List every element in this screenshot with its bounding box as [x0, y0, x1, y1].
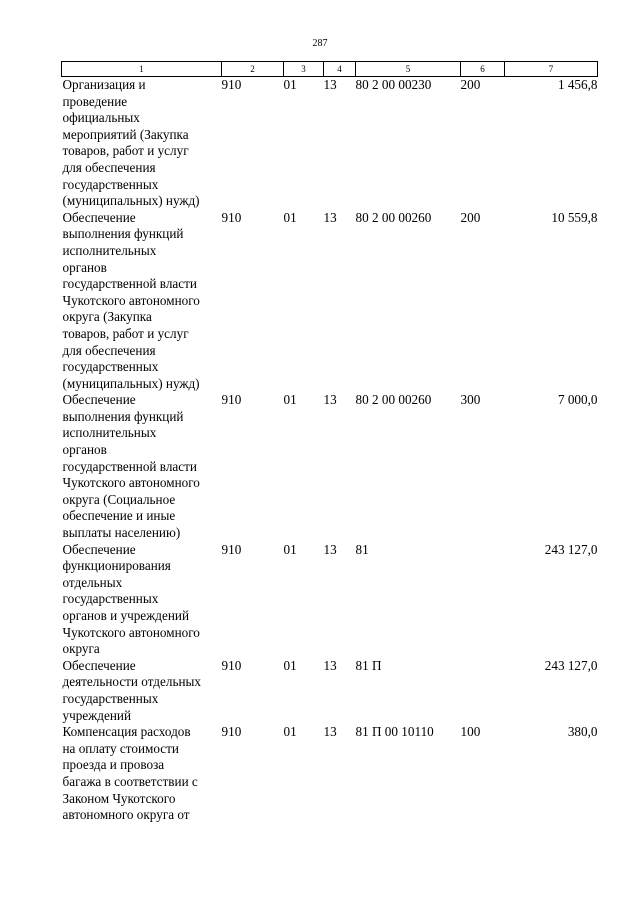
row-name-line: автономного округа от: [62, 807, 190, 823]
row-sum: 380,0: [567, 724, 598, 740]
row-name-line: Чукотского автономного: [62, 624, 200, 640]
table-row: [62, 77, 598, 210]
row-subsection: 13: [323, 77, 337, 92]
table-row: [62, 542, 598, 658]
row-subsection: 13: [323, 392, 337, 408]
page-number: 287: [312, 38, 328, 49]
row-ministry-code: 910: [221, 392, 242, 408]
header-col-4: 4: [324, 62, 356, 77]
row-name-line: Законом Чукотского: [62, 790, 176, 806]
row-expense-type: 100: [460, 724, 481, 740]
row-name-line: проведение: [62, 93, 128, 109]
row-name-line: органов: [62, 259, 107, 275]
table-row: [62, 724, 598, 824]
row-name-line: государственных: [62, 359, 159, 375]
row-expense-type: [461, 658, 505, 724]
table-header: [62, 62, 598, 77]
row-subsection: 13: [323, 209, 337, 225]
row-name-line: выплаты населению): [62, 525, 181, 541]
row-name-line: для обеспечения: [62, 159, 156, 175]
header-row: [62, 62, 598, 77]
row-sum: 243 127,0: [544, 657, 598, 673]
row-name-line: округа (Социальное: [62, 491, 176, 507]
row-name-line: отдельных: [62, 574, 123, 590]
row-name: [62, 392, 222, 541]
row-name-line: государственных: [62, 591, 159, 607]
row-section: 01: [283, 209, 297, 225]
row-name-line: исполнительных: [62, 242, 157, 258]
row-section: 01: [283, 657, 297, 673]
row-name-line: выполнения функций: [62, 408, 184, 424]
row-name-line: государственных: [62, 690, 159, 706]
row-name: [62, 724, 222, 824]
row-name-line: исполнительных: [62, 425, 157, 441]
row-name-line: Организация и: [62, 77, 146, 92]
row-name: [62, 77, 222, 210]
row-expense-type: [461, 542, 505, 658]
row-name-line: Чукотского автономного: [62, 292, 200, 308]
row-ministry-code: 910: [221, 724, 242, 740]
row-name-line: товаров, работ и услуг: [62, 143, 189, 159]
table-row: [62, 392, 598, 541]
row-target-article: 81 П: [355, 657, 382, 673]
row-name-line: товаров, работ и услуг: [62, 325, 189, 341]
row-name-line: (муниципальных) нужд): [62, 375, 200, 391]
row-name-line: округа: [62, 641, 100, 657]
row-sum: 1 456,8: [557, 77, 598, 92]
row-name-line: для обеспечения: [62, 342, 156, 358]
header-col-1: 1: [62, 62, 222, 77]
row-name: [62, 210, 222, 393]
row-target-article: 81: [355, 541, 369, 557]
row-name-line: государственных: [62, 176, 159, 192]
row-name-line: выполнения функций: [62, 226, 184, 242]
row-section: 01: [283, 392, 297, 408]
row-section: 01: [283, 77, 297, 92]
row-name-line: на оплату стоимости: [62, 740, 179, 756]
row-name-line: официальных: [62, 110, 140, 126]
row-name-line: государственной власти: [62, 458, 197, 474]
row-name-line: органов и учреждений: [62, 608, 189, 623]
header-col-5: 5: [356, 62, 461, 77]
table-row: [62, 658, 598, 724]
table-body: [62, 77, 598, 824]
row-name-line: Компенсация расходов: [62, 724, 191, 740]
row-name-line: государственной власти: [62, 276, 197, 292]
row-expense-type: 200: [460, 209, 481, 225]
row-name: [62, 542, 222, 658]
row-subsection: 13: [323, 724, 337, 740]
row-target-article: 80 2 00 00260: [355, 392, 432, 408]
row-name-line: Обеспечение: [62, 209, 136, 225]
header-col-7: 7: [505, 62, 598, 77]
table-row: [62, 210, 598, 393]
row-name-line: деятельности отдельных: [62, 674, 201, 690]
row-subsection: 13: [323, 541, 337, 557]
row-subsection: 13: [323, 657, 337, 673]
row-name-line: мероприятий (Закупка: [62, 126, 189, 142]
header-col-3: 3: [284, 62, 324, 77]
row-name-line: проезда и провоза: [62, 757, 165, 773]
row-ministry-code: 910: [221, 209, 242, 225]
row-name-line: органов: [62, 442, 107, 458]
row-sum: 243 127,0: [544, 541, 598, 557]
row-sum: 7 000,0: [557, 392, 598, 408]
row-target-article: 80 2 00 00260: [355, 209, 432, 225]
row-name-line: обеспечение и иные: [62, 508, 176, 524]
row-name-line: Обеспечение: [62, 657, 136, 673]
row-name-line: Чукотского автономного: [62, 475, 200, 491]
header-col-2: 2: [222, 62, 284, 77]
header-col-6: 6: [461, 62, 505, 77]
row-name-line: округа (Закупка: [62, 309, 152, 325]
budget-table: [61, 61, 598, 824]
row-expense-type: 300: [460, 392, 481, 408]
row-target-article: 81 П 00 10110: [355, 724, 434, 740]
row-name-line: Обеспечение: [62, 392, 136, 408]
row-name-line: функционирования: [62, 558, 171, 574]
row-name-line: багажа в соответствии с: [62, 773, 198, 789]
row-name-line: Обеспечение: [62, 541, 136, 557]
row-name: [62, 658, 222, 724]
row-target-article: 80 2 00 00230: [355, 77, 432, 92]
row-ministry-code: 910: [221, 77, 242, 92]
row-name-line: учреждений: [62, 707, 132, 723]
row-sum: 10 559,8: [551, 209, 598, 225]
row-ministry-code: 910: [221, 541, 242, 557]
row-ministry-code: 910: [221, 657, 242, 673]
row-section: 01: [283, 541, 297, 557]
row-expense-type: 200: [460, 77, 481, 92]
row-name-line: (муниципальных) нужд): [62, 193, 200, 209]
row-section: 01: [283, 724, 297, 740]
